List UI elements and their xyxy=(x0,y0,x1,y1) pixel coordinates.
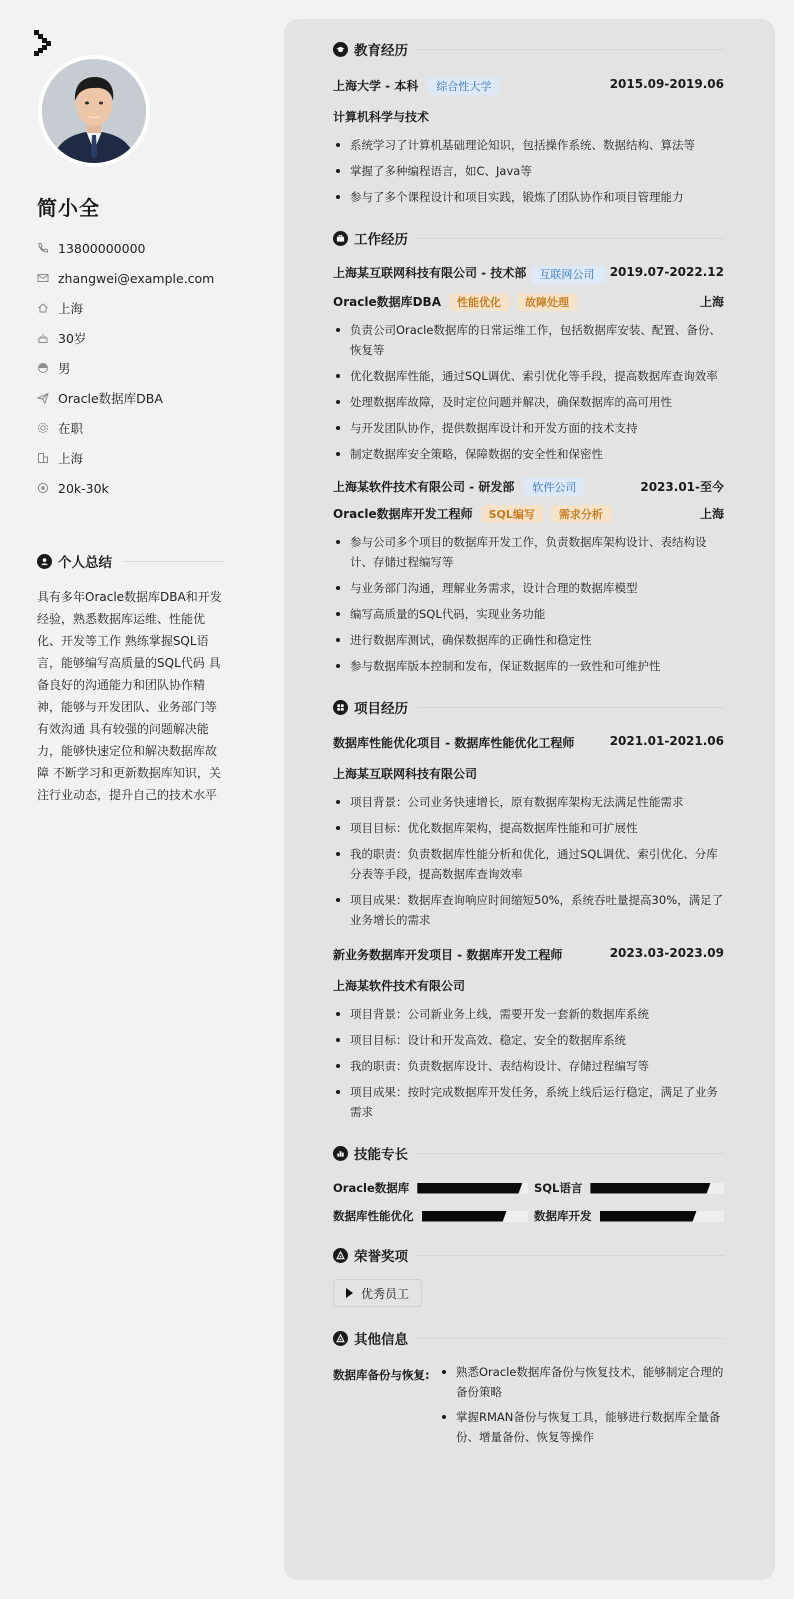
job-company-line xyxy=(333,478,584,496)
section-title: 工作经历 xyxy=(354,232,408,248)
section-title: 荣誉奖项 xyxy=(354,1249,408,1265)
contact-text: 上海 xyxy=(58,301,84,316)
project-date: 2023.03-2023.09 xyxy=(609,946,724,960)
contact-text: 13800000000 xyxy=(58,240,146,256)
school-name: 上海大学 - 本科 xyxy=(333,79,419,93)
job-header-row xyxy=(333,478,724,496)
building-icon xyxy=(37,452,49,464)
section-title: 个人总结 xyxy=(58,555,112,571)
divider xyxy=(418,1153,724,1154)
school-line xyxy=(333,77,499,95)
company-tag: 互联网公司 xyxy=(531,266,606,284)
work-heading xyxy=(333,229,724,247)
skill-name: 数据库开发 xyxy=(534,1209,592,1223)
job-date: 2023.01-至今 xyxy=(640,480,724,494)
skills-heading xyxy=(333,1144,724,1162)
job-role: Oracle数据库开发工程师 xyxy=(333,507,473,521)
main-content xyxy=(333,40,724,1452)
skill-bar-fill xyxy=(417,1183,522,1194)
contact-age xyxy=(37,323,267,353)
phone-icon xyxy=(37,242,49,254)
skill-item xyxy=(534,1180,724,1196)
award-icon xyxy=(333,1248,348,1263)
contact-salary xyxy=(37,473,267,503)
list-item: 项目背景：公司业务快速增长，原有数据库架构无法满足性能需求 xyxy=(333,792,724,812)
award-badge xyxy=(333,1279,422,1307)
contact-email xyxy=(37,263,267,293)
list-item: 制定数据库安全策略，保障数据的安全性和保密性 xyxy=(333,444,724,464)
list-item: 我的职责：负责数据库设计、表结构设计、存储过程编写等 xyxy=(333,1056,724,1076)
list-item: 编写高质量的SQL代码，实现业务功能 xyxy=(333,604,724,624)
summary-text: 具有多年Oracle数据库DBA和开发经验，熟悉数据库运维、性能优化、开发等工作 熟练掌握SQL语言，能够编写高质量的SQL代码 具备良好的沟通能力和团队协作精神，能够与开发团队、业务部门等有效沟通 具有较强的问题解决能力，能够快速定位和解决数据库故障 不断学习和更新数据库知识，关注行业动态，提升自己的技术水平 xyxy=(37,590,222,802)
skill-tag: 故障处理 xyxy=(517,293,577,311)
home-icon xyxy=(37,302,49,314)
company-tag: 软件公司 xyxy=(524,478,584,496)
contact-text: 20k-30k xyxy=(58,480,109,496)
skill-bar-fill xyxy=(590,1183,710,1194)
list-item: 项目成果：按时完成数据库开发任务，系统上线后运行稳定，满足了业务需求 xyxy=(333,1082,724,1122)
avatar xyxy=(38,55,150,167)
user-icon xyxy=(37,554,52,569)
job-role-row xyxy=(333,505,724,523)
skill-bar-fill xyxy=(422,1211,507,1222)
job-duties xyxy=(333,320,724,464)
divider xyxy=(418,1338,724,1339)
list-item: 项目成果：数据库查询响应时间缩短50%，系统吞吐量提高30%，满足了业务增长的需求 xyxy=(333,890,724,930)
contact-text: 男 xyxy=(58,361,71,376)
gender-icon xyxy=(37,362,49,374)
portrait-icon xyxy=(42,59,146,163)
job-duties xyxy=(333,532,724,676)
skill-item xyxy=(333,1180,528,1196)
list-item: 优化数据库性能，通过SQL调优、索引优化等手段，提高数据库查询效率 xyxy=(333,366,724,386)
contact-gender xyxy=(37,353,267,383)
list-item: 系统学习了计算机基础理论知识，包括操作系统、数据结构、算法等 xyxy=(333,135,724,155)
project-company: 上海某软件技术有限公司 xyxy=(333,979,466,993)
skill-bar xyxy=(600,1211,725,1222)
list-item: 参与公司多个项目的数据库开发工作，负责数据库架构设计、表结构设计、存储过程编写等 xyxy=(333,532,724,572)
salary-icon xyxy=(37,482,49,494)
sidebar xyxy=(0,0,284,1599)
skill-item xyxy=(534,1208,724,1224)
job-role-line xyxy=(333,505,611,523)
list-item: 项目背景：公司新业务上线，需要开发一套新的数据库系统 xyxy=(333,1004,724,1024)
contact-home xyxy=(37,293,267,323)
skill-bar-fill xyxy=(600,1211,697,1222)
section-title: 项目经历 xyxy=(354,701,408,717)
skill-tag: 需求分析 xyxy=(551,505,611,523)
briefcase-icon xyxy=(333,231,348,246)
education-header-row xyxy=(333,77,724,95)
other-label: 数据库备份与恢复: xyxy=(333,1368,430,1382)
skill-tag: 性能优化 xyxy=(449,293,509,311)
skill-bar xyxy=(417,1183,528,1194)
other-row xyxy=(333,1362,724,1452)
age-icon xyxy=(37,332,49,344)
project-name: 新业务数据库开发项目 - 数据库开发工程师 xyxy=(333,948,563,962)
section-title: 技能专长 xyxy=(354,1147,408,1163)
divider xyxy=(122,561,225,562)
divider xyxy=(418,1255,724,1256)
list-item: 掌握RMAN备份与恢复工具，能够进行数据库全量备份、增量备份、恢复等操作 xyxy=(439,1407,724,1447)
divider xyxy=(418,238,724,239)
skill-tag: SQL编写 xyxy=(481,505,543,523)
person-name: 简小全 xyxy=(37,196,100,220)
job-location: 上海 xyxy=(699,295,724,309)
divider xyxy=(418,49,724,50)
list-item: 参与数据库版本控制和发布，保证数据库的一致性和可维护性 xyxy=(333,656,724,676)
contact-text: 30岁 xyxy=(58,331,87,346)
bar-chart-icon xyxy=(333,1146,348,1161)
awards-heading xyxy=(333,1246,724,1264)
education-major: 计算机科学与技术 xyxy=(333,110,430,124)
list-item: 与业务部门沟通，理解业务需求，设计合理的数据库模型 xyxy=(333,578,724,598)
project-details xyxy=(333,1004,724,1122)
project-name: 数据库性能优化项目 - 数据库性能优化工程师 xyxy=(333,736,575,750)
skill-name: SQL语言 xyxy=(534,1181,583,1195)
education-list xyxy=(333,135,724,207)
mail-icon xyxy=(37,272,49,284)
job-role-line xyxy=(333,293,577,311)
status-icon xyxy=(37,422,49,434)
list-item: 处理数据库故障，及时定位问题并解决，确保数据库的高可用性 xyxy=(333,392,724,412)
section-title: 教育经历 xyxy=(354,43,408,59)
list-item: 项目目标：优化数据库架构，提高数据库性能和可扩展性 xyxy=(333,818,724,838)
skill-bar xyxy=(422,1211,529,1222)
main-panel xyxy=(284,19,775,1580)
contact-text: 在职 xyxy=(58,421,84,436)
list-item: 掌握了多种编程语言，如C、Java等 xyxy=(333,161,724,181)
job-header-row xyxy=(333,263,724,284)
skills-grid xyxy=(333,1180,724,1224)
skill-item xyxy=(333,1208,528,1224)
contact-list xyxy=(37,233,267,503)
grid-icon xyxy=(333,700,348,715)
contact-text: Oracle数据库DBA xyxy=(58,391,163,406)
education-date: 2015.09-2019.06 xyxy=(609,77,724,91)
contact-phone xyxy=(37,233,267,263)
education-heading xyxy=(333,40,724,58)
other-list xyxy=(439,1362,724,1452)
info-icon xyxy=(333,1331,348,1346)
school-tag: 综合性大学 xyxy=(428,77,499,95)
summary-heading xyxy=(37,551,225,571)
list-item: 与开发团队协作，提供数据库设计和开发方面的技术支持 xyxy=(333,418,724,438)
projects-heading xyxy=(333,698,724,716)
job-location: 上海 xyxy=(699,507,724,521)
play-icon xyxy=(346,1288,353,1298)
job-company: 上海某互联网科技有限公司 - 技术部 xyxy=(333,266,527,280)
graduation-cap-icon xyxy=(333,42,348,57)
contact-text: 上海 xyxy=(58,451,84,466)
other-heading xyxy=(333,1329,724,1347)
list-item: 参与了多个课程设计和项目实践，锻炼了团队协作和项目管理能力 xyxy=(333,187,724,207)
project-date: 2021.01-2021.06 xyxy=(609,734,724,748)
list-item: 进行数据库测试，确保数据库的正确性和稳定性 xyxy=(333,630,724,650)
contact-status xyxy=(37,413,267,443)
contact-text: zhangwei@example.com xyxy=(58,270,215,286)
project-header-row xyxy=(333,946,724,963)
job-role-row xyxy=(333,293,724,311)
skill-name: Oracle数据库 xyxy=(333,1181,410,1195)
send-icon xyxy=(37,392,49,404)
award-name: 优秀员工 xyxy=(361,1286,410,1301)
awards-list xyxy=(333,1279,724,1307)
job-company: 上海某软件技术有限公司 - 研发部 xyxy=(333,480,515,494)
job-date: 2019.07-2022.12 xyxy=(609,265,724,279)
list-item: 熟悉Oracle数据库备份与恢复技术，能够制定合理的备份策略 xyxy=(439,1362,724,1402)
divider xyxy=(418,707,724,708)
list-item: 项目目标：设计和开发高效、稳定、安全的数据库系统 xyxy=(333,1030,724,1050)
skill-name: 数据库性能优化 xyxy=(333,1209,414,1223)
contact-position xyxy=(37,383,267,413)
list-item: 负责公司Oracle数据库的日常运维工作，包括数据库安装、配置、备份、恢复等 xyxy=(333,320,724,360)
logo-icon xyxy=(34,30,52,56)
project-company: 上海某互联网科技有限公司 xyxy=(333,767,478,781)
skill-bar xyxy=(590,1183,724,1194)
list-item: 我的职责：负责数据库性能分析和优化，通过SQL调优、索引优化、分库分表等手段，提高数据库查询效率 xyxy=(333,844,724,884)
section-title: 其他信息 xyxy=(354,1332,408,1348)
project-details xyxy=(333,792,724,930)
project-header-row xyxy=(333,734,724,751)
job-role: Oracle数据库DBA xyxy=(333,295,441,309)
contact-city xyxy=(37,443,267,473)
